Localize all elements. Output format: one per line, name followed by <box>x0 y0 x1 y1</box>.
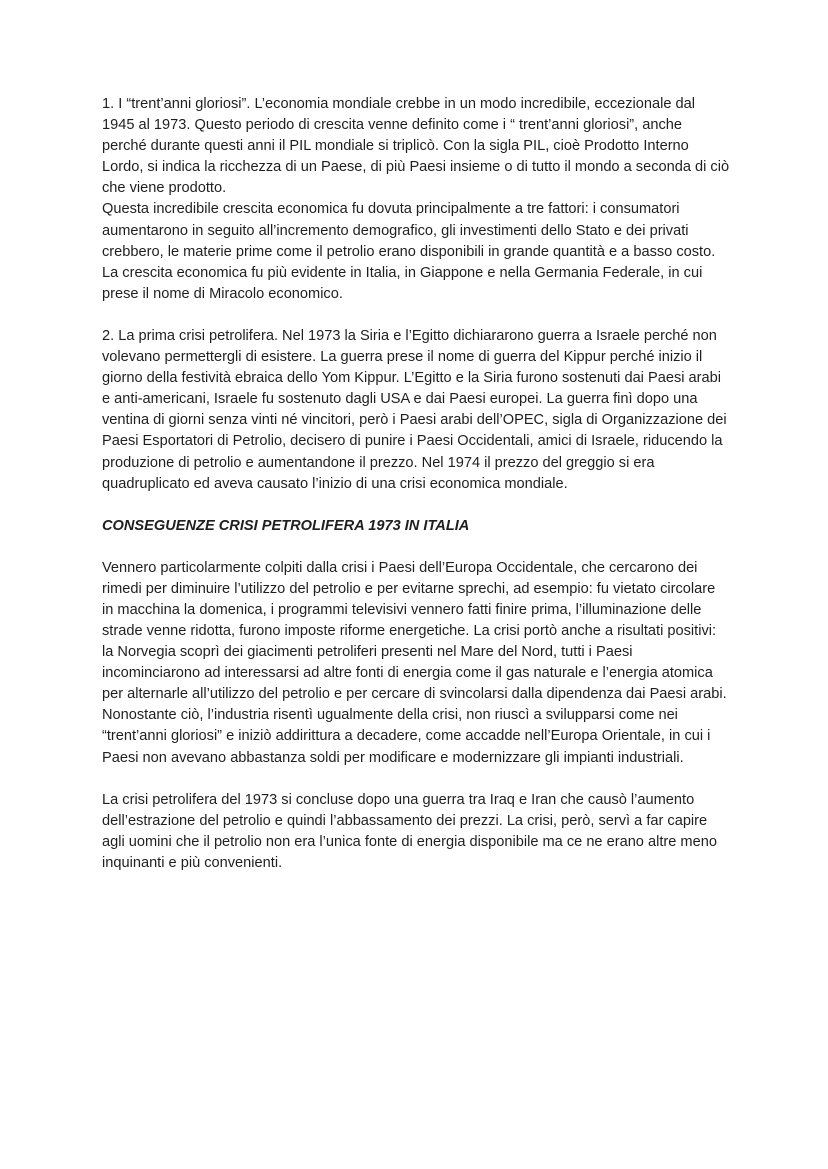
paragraph-fine-crisi: La crisi petrolifera del 1973 si concluse dopo una guerra tra Iraq e Iran che causò l’aumento dell’estrazione del petrolio e quindi l’abbassamento dei prezzi. La crisi, però, servì a far capire agli uomini che il petrolio non era l’unica fonte di energia disponibile ma ce ne erano altre meno inquinanti e più convenienti. <box>102 791 717 871</box>
paragraph-crescita-economica: Questa incredibile crescita economica fu dovuta principalmente a tre fattori: i consumatori aumentarono in seguito all’incremento demografico, gli investimenti dello Stato e dei privati crebbero, le materie prime come il petrolio erano disponibili in grande quantità e a basso costo. La crescita economica fu più evidente in Italia, in Giappone e nella Germania Federale, in cui prese il nome di Miracolo economico. <box>102 201 716 302</box>
paragraph-spacer <box>102 537 730 558</box>
paragraph-prima-crisi-petrolifera: 2. La prima crisi petrolifera. Nel 1973 la Siria e l’Egitto dichiararono guerra a Israele perché non volevano permettergli di esistere. La guerra prese il nome di guerra del Kippur perché inizio il giorno della festività ebraica dello Yom Kippur. L’Egitto e la Siria furono sostenuti dai Paesi arabi e anti-americani, Israele fu sostenuto dagli USA e dai Paesi europei. La guerra finì dopo una ventina di giorni senza vinti né vincitori, però i Paesi arabi dell’OPEC, sigla di Organizzazione dei Paesi Esportatori di Petrolio, decisero di punire i Paesi Occidentali, amici di Israele, riducendo la produzione di petrolio e aumentandone il prezzo. Nel 1974 il prezzo del greggio si era quadruplicato ed aveva causato l’inizio di una crisi economica mondiale. <box>102 327 727 492</box>
paragraph-spacer <box>102 495 730 516</box>
document-page <box>102 94 730 874</box>
paragraph-spacer <box>102 769 730 790</box>
paragraph-trentanni-gloriosi: 1. I “trent’anni gloriosi”. L’economia mondiale crebbe in un modo incredibile, eccezionale dal 1945 al 1973. Questo periodo di crescita venne definito come i “ trent’anni gloriosi”, anche perché durante questi anni il PIL mondiale si triplicò. Con la sigla PIL, cioè Prodotto Interno Lordo, si indica la ricchezza di un Paese, di più Paesi insieme o di tutto il mondo a seconda di ciò che viene prodotto. <box>102 96 730 197</box>
paragraph-conseguenze-europa: Vennero particolarmente colpiti dalla crisi i Paesi dell’Europa Occidentale, che cercarono dei rimedi per diminuire l’utilizzo del petrolio e per evitarne sprechi, ad esempio: fu vietato circolare in macchina la domenica, i programmi televisivi vennero fatti finire prima, l’illuminazione delle strade venne ridotta, furono imposte riforme energetiche. La crisi portò anche a risultati positivi: la Norvegia scoprì dei giacimenti petroliferi presenti nel Mare del Nord, tutti i Paesi incominciarono ad interessarsi ad altre fonti di energia come il gas naturale e l’energia atomica per alternarle all’utilizzo del petrolio e per cercare di svincolarsi dalla dipendenza dai Paesi arabi. Nonostante ciò, l’industria risentì ugualmente della crisi, non riuscì a svilupparsi come nei “trent’anni gloriosi” e iniziò addirittura a decadere, come accadde nell’Europa Orientale, in cui i Paesi non avevano abbastanza soldi per modificare e modernizzare gli impianti industriali. <box>102 559 727 766</box>
section-heading: CONSEGUENZE CRISI PETROLIFERA 1973 IN ITALIA <box>102 517 470 534</box>
paragraph-spacer <box>102 305 730 326</box>
